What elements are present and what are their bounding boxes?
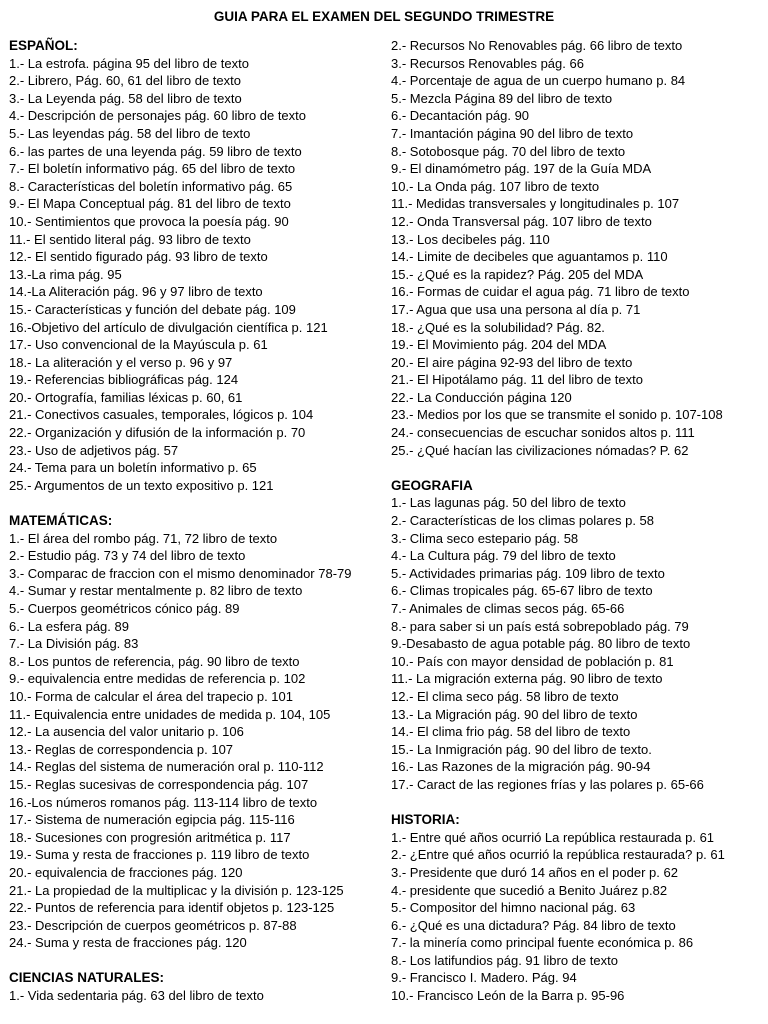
list-item: 24.- consecuencias de escuchar sonidos altos p. 111 xyxy=(391,425,695,441)
list-item: 12.- La ausencia del valor unitario p. 106 xyxy=(9,724,244,740)
section-spacer xyxy=(391,459,763,477)
list-item: 22.- La Conducción página 120 xyxy=(391,389,572,405)
list-item: 14.- Reglas del sistema de numeración oral p. 110-112 xyxy=(9,759,324,775)
list-item: 7.- la minería como principal fuente económica p. 86 xyxy=(391,935,694,951)
list-item: 6.- las partes de una leyenda pág. 59 libro de texto xyxy=(9,143,302,159)
list-item: 18.- ¿Qué es la solubilidad? Pág. 82. xyxy=(391,319,605,335)
section-geografia xyxy=(391,477,763,794)
list-item: 15.- La Inmigración pág. 90 del libro de texto. xyxy=(391,741,652,757)
list-item: 24.- Tema para un boletín informativo p. 65 xyxy=(9,460,257,476)
list-item: 17.- Caract de las regiones frías y las polares p. 65-66 xyxy=(391,776,704,792)
list-item: 8.- Los latifundios pág. 91 libro de texto xyxy=(391,952,618,968)
list-item: 16.-Objetivo del artículo de divulgación científica p. 121 xyxy=(9,319,328,335)
list-item: 25.- Argumentos de un texto expositivo p. 121 xyxy=(9,477,274,493)
list-item: 6.- La esfera pág. 89 xyxy=(9,618,129,634)
list-item: 11.- Medidas transversales y longitudinales p. 107 xyxy=(391,196,680,212)
list-item: 14.- Limite de decibeles que aguantamos p. 110 xyxy=(391,249,668,265)
list-item: 13.-La rima pág. 95 xyxy=(9,266,122,282)
section-historia xyxy=(391,811,763,1005)
list-item: 20.- El aire página 92-93 del libro de texto xyxy=(391,354,633,370)
section-heading: HISTORIA: xyxy=(391,812,460,828)
list-item: 10.- País con mayor densidad de población p. 81 xyxy=(391,653,674,669)
list-item: 4.- presidente que sucedió a Benito Juárez p.82 xyxy=(391,882,668,898)
list-item: 8.- Sotobosque pág. 70 del libro de texto xyxy=(391,143,626,159)
section-heading: GEOGRAFIA xyxy=(391,477,473,493)
list-item: 7.- El boletín informativo pág. 65 del libro de texto xyxy=(9,161,296,177)
list-item: 13.- La Migración pág. 90 del libro de texto xyxy=(391,706,638,722)
list-item: 24.- Suma y resta de fracciones pág. 120 xyxy=(9,935,247,951)
list-item: 21.- El Hipotálamo pág. 11 del libro de texto xyxy=(391,372,643,388)
left-column xyxy=(9,37,385,1005)
list-item: 9.- equivalencia entre medidas de referencia p. 102 xyxy=(9,671,306,687)
list-item: 21.- La propiedad de la multiplicac y la división p. 123-125 xyxy=(9,882,344,898)
list-item: 7.- Animales de climas secos pág. 65-66 xyxy=(391,601,625,616)
list-item: 7.- Imantación página 90 del libro de texto xyxy=(391,125,634,141)
list-item: 12.- El sentido figurado pág. 93 libro de texto xyxy=(9,249,268,265)
section-spacer xyxy=(391,794,763,812)
list-item: 15.- Reglas sucesivas de correspondencia pág. 107 xyxy=(9,776,309,792)
list-item: 2.- Recursos No Renovables pág. 66 libro de texto xyxy=(391,38,683,53)
list-item: 14.- El clima frio pág. 58 del libro de texto xyxy=(391,724,631,740)
list-item: 10.- Francisco León de la Barra p. 95-96 xyxy=(391,988,625,1004)
list-item: 25.- ¿Qué hacían las civilizaciones nómadas? P. 62 xyxy=(391,442,689,458)
list-item: 10.- Forma de calcular el área del trapecio p. 101 xyxy=(9,688,293,704)
list-item: 5.- Cuerpos geométricos cónico pág. 89 xyxy=(9,601,240,616)
list-item: 9.- El Mapa Conceptual pág. 81 del libro de texto xyxy=(9,196,291,212)
section-continued xyxy=(391,37,763,459)
list-item: 16.-Los números romanos pág. 113-114 libro de texto xyxy=(9,794,318,810)
list-item: 14.-La Aliteración pág. 96 y 97 libro de texto xyxy=(9,284,263,300)
list-item: 1.- Vida sedentaria pág. 63 del libro de texto xyxy=(9,988,264,1004)
list-item: 1.- Entre qué años ocurrió La república restaurada p. 61 xyxy=(391,829,715,845)
list-item: 20.- Ortografía, familias léxicas p. 60, 61 xyxy=(9,389,243,405)
list-item: 3.- Recursos Renovables pág. 66 xyxy=(391,55,584,71)
section-matematicas xyxy=(9,512,385,952)
list-item: 13.- Reglas de correspondencia p. 107 xyxy=(9,741,234,757)
list-item: 11.- Equivalencia entre unidades de medida p. 104, 105 xyxy=(9,706,331,722)
list-item: 22.- Organización y difusión de la información p. 70 xyxy=(9,425,306,441)
list-item: 6.- ¿Qué es una dictadura? Pág. 84 libro de texto xyxy=(391,917,676,933)
list-item: 13.- Los decibeles pág. 110 xyxy=(391,231,550,247)
list-item: 9.- Francisco I. Madero. Pág. 94 xyxy=(391,970,577,986)
list-item: 10.- Sentimientos que provoca la poesía pág. 90 xyxy=(9,213,289,229)
list-item: 16.- Las Razones de la migración pág. 90-94 xyxy=(391,759,651,775)
list-item: 6.- Decantación pág. 90 xyxy=(391,108,530,124)
section-espanol xyxy=(9,37,385,494)
list-item: 3.- Clima seco estepario pág. 58 xyxy=(391,530,579,546)
list-item: 20.- equivalencia de fracciones pág. 120 xyxy=(9,864,243,880)
list-item: 15.- ¿Qué es la rapidez? Pág. 205 del MDA xyxy=(391,266,644,282)
list-item: 4.- Porcentaje de agua de un cuerpo humano p. 84 xyxy=(391,73,686,89)
list-item: 9.- El dinamómetro pág. 197 de la Guía MDA xyxy=(391,161,652,177)
list-item: 12.- El clima seco pág. 58 libro de texto xyxy=(391,688,619,704)
list-item: 17.- Uso convencional de la Mayúscula p. 61 xyxy=(9,337,268,353)
list-item: 11.- El sentido literal pág. 93 libro de texto xyxy=(9,231,251,247)
section-heading: MATEMÁTICAS: xyxy=(9,513,113,529)
list-item: 8.- Características del boletín informativo pág. 65 xyxy=(9,178,293,194)
list-item: 1.- El área del rombo pág. 71, 72 libro de texto xyxy=(9,530,278,546)
list-item: 8.- para saber si un país está sobrepoblado pág. 79 xyxy=(391,618,689,634)
list-item: 4.- Sumar y restar mentalmente p. 82 libro de texto xyxy=(9,583,303,599)
list-item: 2.- ¿Entre qué años ocurrió la república restaurada? p. 61 xyxy=(391,847,725,863)
section-heading: CIENCIAS NATURALES: xyxy=(9,970,164,986)
list-item: 21.- Conectivos casuales, temporales, lógicos p. 104 xyxy=(9,407,314,423)
list-item: 5.- Mezcla Página 89 del libro de texto xyxy=(391,90,613,106)
list-item: 8.- Los puntos de referencia, pág. 90 libro de texto xyxy=(9,653,300,669)
list-item: 18.- Sucesiones con progresión aritmética p. 117 xyxy=(9,829,291,845)
list-item: 2.- Características de los climas polares p. 58 xyxy=(391,513,654,529)
list-item: 18.- La aliteración y el verso p. 96 y 97 xyxy=(9,354,233,370)
list-item: 6.- Climas tropicales pág. 65-67 libro de texto xyxy=(391,583,653,599)
section-spacer xyxy=(9,494,385,512)
list-item: 16.- Formas de cuidar el agua pág. 71 libro de texto xyxy=(391,284,690,300)
list-item: 23.- Medios por los que se transmite el sonido p. 107-108 xyxy=(391,407,723,423)
right-column xyxy=(391,37,763,1005)
list-item: 9.-Desabasto de agua potable pág. 80 libro de texto xyxy=(391,636,691,652)
list-item: 3.- La Leyenda pág. 58 del libro de texto xyxy=(9,90,242,106)
list-item: 2.- Librero, Pág. 60, 61 del libro de texto xyxy=(9,73,241,89)
document-title: GUIA PARA EL EXAMEN DEL SEGUNDO TRIMESTRE xyxy=(213,9,555,24)
list-item: 22.- Puntos de referencia para identif objetos p. 123-125 xyxy=(9,900,335,916)
list-item: 23.- Descripción de cuerpos geométricos p. 87-88 xyxy=(9,917,297,933)
list-item: 1.- Las lagunas pág. 50 del libro de texto xyxy=(391,495,626,511)
list-item: 4.- Descripción de personajes pág. 60 libro de texto xyxy=(9,108,307,124)
section-heading: ESPAÑOL: xyxy=(9,38,78,53)
list-item: 7.- La División pág. 83 xyxy=(9,636,139,652)
list-item: 19.- Suma y resta de fracciones p. 119 libro de texto xyxy=(9,847,310,863)
list-item: 19.- Referencias bibliográficas pág. 124 xyxy=(9,372,239,388)
list-item: 10.- La Onda pág. 107 libro de texto xyxy=(391,178,600,194)
list-item: 3.- Presidente que duró 14 años en el poder p. 62 xyxy=(391,864,678,880)
list-item: 5.- Las leyendas pág. 58 del libro de texto xyxy=(9,125,251,141)
list-item: 15.- Características y función del debate pág. 109 xyxy=(9,301,296,317)
section-spacer xyxy=(9,952,385,970)
list-item: 17.- Sistema de numeración egipcia pág. 115-116 xyxy=(9,812,295,828)
list-item: 2.- Estudio pág. 73 y 74 del libro de texto xyxy=(9,548,246,564)
list-item: 5.- Actividades primarias pág. 109 libro de texto xyxy=(391,565,665,581)
list-item: 5.- Compositor del himno nacional pág. 63 xyxy=(391,900,636,916)
list-item: 19.- El Movimiento pág. 204 del MDA xyxy=(391,337,607,353)
list-item: 17.- Agua que usa una persona al día p. 71 xyxy=(391,301,641,317)
list-item: 12.- Onda Transversal pág. 107 libro de texto xyxy=(391,213,652,229)
list-item: 1.- La estrofa. página 95 del libro de texto xyxy=(9,55,249,71)
list-item: 4.- La Cultura pág. 79 del libro de texto xyxy=(391,548,616,564)
section-ciencias-naturales xyxy=(9,969,385,1004)
list-item: 23.- Uso de adjetivos pág. 57 xyxy=(9,442,179,458)
list-item: 3.- Comparac de fraccion con el mismo denominador 78-79 xyxy=(9,565,352,581)
list-item: 11.- La migración externa pág. 90 libro de texto xyxy=(391,671,663,687)
